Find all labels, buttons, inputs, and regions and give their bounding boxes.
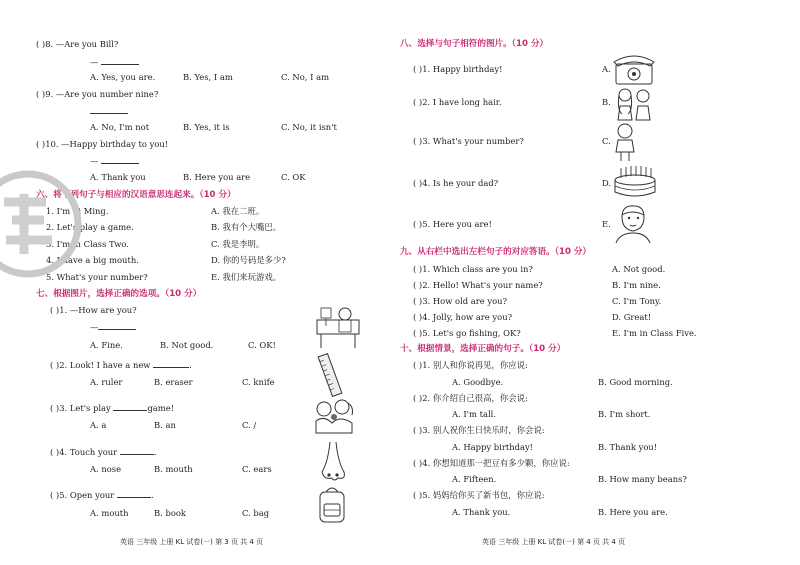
q9-answer-line (90, 105, 128, 117)
sec10-q3-option-b: B. Thank you! (598, 442, 658, 452)
sec10-q4-stem: ( )4. 你想知道那一把豆有多少颗，你应说: (413, 458, 570, 468)
sec7-q1-option-c: C. OK! (248, 340, 276, 350)
sec8-letter-e: E. (602, 219, 611, 229)
sec8-item-3: ( )3. What's your number? (413, 136, 524, 146)
q10-answer-line (90, 155, 139, 167)
sec6-left-2: 2. Let's play a game. (46, 222, 134, 232)
sec7-q3-option-a: A. a (90, 420, 107, 430)
sec6-right-e: E. 我们来玩游戏。 (211, 272, 282, 282)
sec8-item-4: ( )4. Is he your dad? (413, 178, 499, 188)
section-10-title: 十、根据情景，选择正确的句子。（10 分） (400, 344, 566, 354)
sec10-q3-option-a: A. Happy birthday! (452, 442, 534, 452)
sec10-q2-option-b: B. I'm short. (598, 409, 651, 419)
right-page-footer: 英语 三年级 上册 KL 试卷(一) 第 4 页 共 4 页 (482, 538, 626, 546)
sec7-q4-option-a: A. nose (90, 464, 122, 474)
sec6-right-c: C. 我是李明。 (211, 239, 265, 249)
sec6-right-b: B. 我有个大嘴巴。 (211, 222, 282, 232)
sec9-right-c: C. I'm Tony. (612, 296, 662, 306)
section-6-title: 六、将下列句子与相应的汉语意思连起来。（10 分） (36, 190, 236, 200)
sec6-left-5: 5. What's your number? (46, 272, 148, 282)
sec7-q2-option-c: C. knife (242, 377, 275, 387)
sec7-q5-option-a: A. mouth (90, 508, 129, 518)
sec9-left-1: ( )1. Which class are you in? (413, 264, 533, 274)
birthday-cake-icon (612, 164, 658, 200)
telephone-icon (612, 50, 656, 86)
sick-person-icon (315, 302, 361, 350)
section-9-title: 九、从右栏中选出左栏句子的对应答语。（10 分） (400, 247, 592, 257)
q10-stem: ( )10. —Happy birthday to you! (36, 139, 169, 149)
q10-option-a: A. Thank you (90, 172, 146, 182)
sec7-q2-option-b: B. eraser (154, 377, 193, 387)
sec9-right-e: E. I'm in Class Five. (612, 328, 697, 338)
sec6-right-d: D. 你的号码是多少? (211, 255, 286, 265)
sec10-q3-stem: ( )3. 别人祝你生日快乐时，你会说: (413, 425, 545, 435)
sec6-left-3: 3. I'm in Class Two. (46, 239, 129, 249)
sec10-q1-option-b: B. Good morning. (598, 377, 673, 387)
q8-option-a: A. Yes, you are. (90, 72, 156, 82)
sec8-item-2: ( )2. I have long hair. (413, 97, 502, 107)
sec7-q1-stem: ( )1. —How are you? (50, 305, 137, 315)
two-girls-long-hair-icon (612, 86, 656, 122)
nose-icon (318, 440, 348, 484)
sec7-q2-stem: ( )2. Look! I have a new . (50, 360, 192, 370)
sec10-q2-option-a: A. I'm tall. (452, 409, 496, 419)
q8-stem: ( )8. —Are you Bill? (36, 39, 119, 49)
sec6-right-a: A. 我在二班。 (211, 206, 265, 216)
sec7-q5-option-c: C. bag (242, 508, 270, 518)
q8-option-c: C. No, I am (281, 72, 330, 82)
q9-option-b: B. Yes, it is (183, 122, 230, 132)
q9-stem: ( )9. —Are you number nine? (36, 89, 159, 99)
sec10-q5-stem: ( )5. 妈妈给你买了新书包，你应说: (413, 490, 545, 500)
sec7-q4-option-b: B. mouth (154, 464, 193, 474)
sec6-left-1: 1. I'm Li Ming. (46, 206, 109, 216)
sec7-q3-stem (50, 402, 174, 414)
girl-number-icon (612, 122, 638, 162)
sec8-letter-a: A. (602, 64, 611, 74)
sec7-q5-text: ( )5. Open your (50, 490, 115, 500)
sec8-letter-c: C. (602, 136, 611, 146)
sec7-q3-option-b: B. an (154, 420, 176, 430)
q10-dash: — (90, 156, 99, 166)
sec10-q5-option-b: B. Here you are. (598, 507, 668, 517)
q10-option-b: B. Here you are (183, 172, 251, 182)
sec7-q1-option-a: A. Fine. (90, 340, 123, 350)
sec9-right-b: B. I'm nine. (612, 280, 661, 290)
sec7-q2-option-a: A. ruler (90, 377, 123, 387)
sec9-right-d: D. Great! (612, 312, 652, 322)
section-8-title: 八、选择与句子相符的图片。（10 分） (400, 39, 549, 49)
sec7-q2-text: ( )2. Look! I have a new (50, 360, 151, 370)
right-page (400, 0, 800, 565)
left-page-footer: 英语 三年级 上册 KL 试卷(一) 第 3 页 共 4 页 (120, 538, 264, 546)
section-7-title: 七、根据图片，选择正确的选项。（10 分） (36, 289, 202, 299)
sec10-q2-stem: ( )2. 你介绍自己很高，你会说: (413, 393, 528, 403)
sec7-q3-option-c: C. / (242, 420, 257, 430)
sec7-q4-text: ( )4. Touch your (50, 447, 118, 457)
q8-answer-line (90, 56, 139, 68)
sec8-item-5: ( )5. Here you are! (413, 219, 492, 229)
sec7-q3-tail: game! (147, 403, 175, 413)
sec9-right-a: A. Not good. (612, 264, 666, 274)
sec9-left-3: ( )3. How old are you? (413, 296, 508, 306)
q10-option-c: C. OK (281, 172, 306, 182)
sec7-q4-stem: ( )4. Touch your . (50, 447, 157, 457)
sec10-q1-option-a: A. Goodbye. (452, 377, 504, 387)
sec9-left-4: ( )4. Jolly, how are you? (413, 312, 513, 322)
sec7-q5-option-b: B. book (154, 508, 186, 518)
sec7-q4-option-c: C. ears (242, 464, 272, 474)
sec8-item-1: ( )1. Happy birthday! (413, 64, 503, 74)
man-dad-icon (612, 203, 652, 243)
sec6-left-4: 4. I have a big mouth. (46, 255, 139, 265)
q9-option-c: C. No, it isn't (281, 122, 337, 132)
q9-option-a: A. No, I'm not (90, 122, 150, 132)
sec7-q3-text: ( )3. Let's play (50, 403, 111, 413)
sec9-left-5: ( )5. Let's go fishing, OK? (413, 328, 521, 338)
schoolbag-icon (312, 484, 352, 524)
sec7-q1-dash: — (90, 322, 99, 332)
sec10-q4-option-a: A. Fifteen. (452, 474, 497, 484)
q8-dash: — (90, 57, 99, 67)
sec7-q1-answer-line (90, 321, 136, 333)
sec10-q5-option-a: A. Thank you. (452, 507, 511, 517)
sec7-q5-stem: ( )5. Open your . (50, 490, 154, 500)
sec10-q4-option-b: B. How many beans? (598, 474, 687, 484)
q8-option-b: B. Yes, I am (183, 72, 233, 82)
ruler-icon (316, 353, 344, 397)
sec8-letter-b: B. (602, 97, 611, 107)
kids-playing-icon (312, 397, 358, 437)
sec7-q1-option-b: B. Not good. (160, 340, 214, 350)
sec8-letter-d: D. (602, 178, 612, 188)
sec10-q1-stem: ( )1. 别人和你说再见，你应说: (413, 360, 528, 370)
sec9-left-2: ( )2. Hello! What's your name? (413, 280, 543, 290)
